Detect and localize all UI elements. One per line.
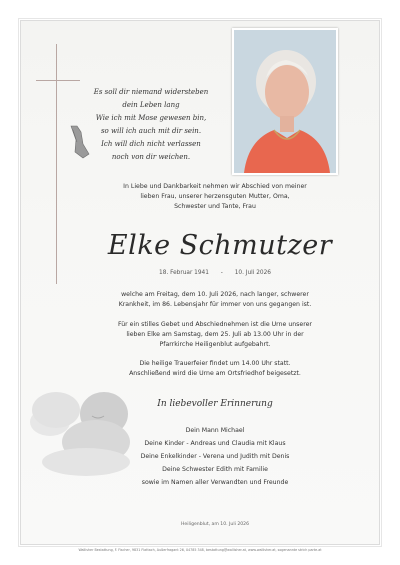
mourner-line: Deine Enkelkinder - Verena und Judith mit Denis <box>140 453 290 460</box>
life-dates <box>100 270 330 276</box>
intro-text <box>100 182 330 212</box>
paragraph-line: Anschließend wird die Urne am Ortsfriedhof beigesetzt. <box>129 370 301 377</box>
deceased-name: Elke Schmutzer <box>107 230 333 261</box>
mourners-list <box>110 424 320 489</box>
verse-line: Ich will dich nicht verlassen <box>101 140 201 148</box>
verse-line: dein Leben lang <box>122 101 180 109</box>
footer-imprint: Wallisher Bestattung, F. Fischer, 9831 Flattach, Außerfragant 26, 04785 348, bestattung@wallisher.at, www.wallisher.at, sogenannte strich parte.at <box>78 548 322 552</box>
verse-line: Es soll dir niemand widersteben <box>93 88 209 96</box>
verse-line: noch von dir weichen. <box>111 153 191 161</box>
paragraph-line: Pfarrkirche Heiligenblut aufgebahrt. <box>159 341 271 348</box>
paragraph-line: Die heilige Trauerfeier findet um 14.00 Uhr statt. <box>139 360 291 367</box>
verse-line: Wie ich mit Mose gewesen bin, <box>95 114 207 122</box>
intro-line: In Liebe und Dankbarkeit nehmen wir Abschied von meiner <box>123 183 307 190</box>
death-date: 10. Juli 2026 <box>234 270 271 276</box>
mourner-line: Deine Kinder - Andreas und Claudia mit Klaus <box>144 440 286 447</box>
verse-line: so will ich auch mit dir sein. <box>100 127 202 135</box>
intro-line: Schwester und Tante, Frau <box>174 203 256 210</box>
date-separator: - <box>220 270 223 276</box>
death-paragraph <box>110 290 320 310</box>
paragraph-line: welche am Freitag, dem 10. Juli 2026, nach langer, schwerer <box>121 291 309 298</box>
paragraph-line: Für ein stilles Gebet und Abschiednehmen ist die Urne unserer <box>118 321 312 328</box>
bible-verse <box>76 86 226 164</box>
cross-icon-bar <box>36 80 80 81</box>
paragraph-line: lieben Elke am Samstag, dem 25. Juli ab 13.00 Uhr in der <box>126 331 304 338</box>
memory-heading: In liebevoller Erinnerung <box>157 399 273 409</box>
intro-line: lieben Frau, unserer herzensguten Mutter, Oma, <box>140 193 290 200</box>
birth-date: 18. Februar 1941 <box>159 270 209 276</box>
paragraph-line: Krankheit, im 86. Lebensjahr für immer von uns gegangen ist. <box>118 301 312 308</box>
place-and-date: Heiligenblut, am 10. Juli 2026 <box>180 522 250 527</box>
mourner-line: sowie im Namen aller Verwandten und Freunde <box>141 479 289 486</box>
mourner-line: Deine Schwester Edith mit Familie <box>162 466 268 473</box>
mourner-line: Dein Mann Michael <box>185 427 245 434</box>
portrait-image <box>234 30 336 173</box>
ceremony-paragraph <box>110 320 320 350</box>
praying-hands-icon <box>63 122 93 162</box>
portrait-photo <box>232 28 338 175</box>
